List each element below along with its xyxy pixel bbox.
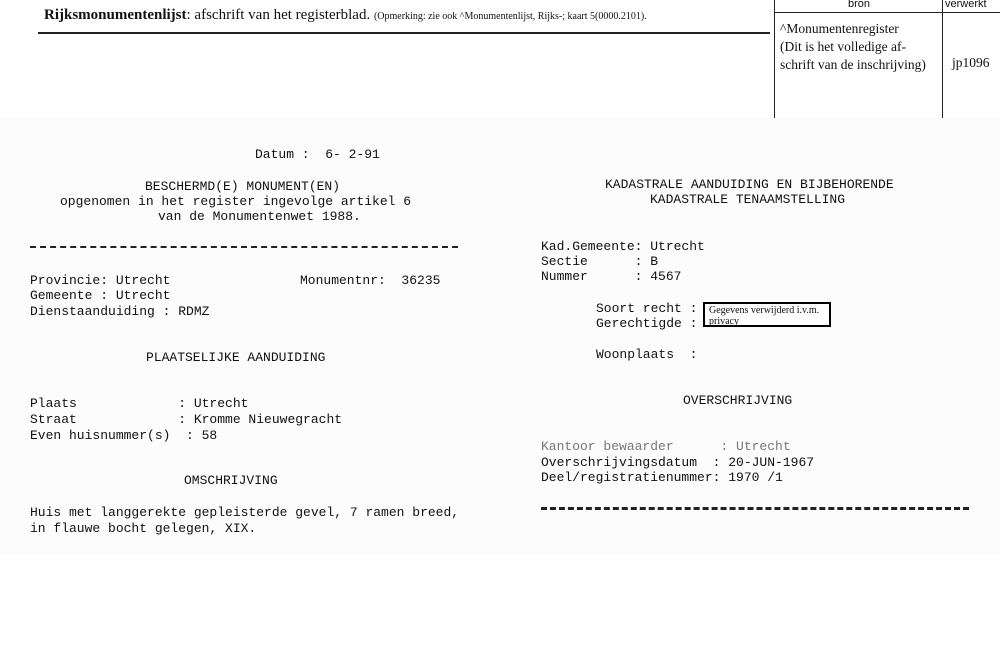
omschrijving-heading: OMSCHRIJVING [184, 473, 278, 488]
header-row-divider [774, 12, 1000, 13]
bron-header: bron [847, 0, 871, 10]
woonplaats: Woonplaats : [596, 347, 698, 362]
straat: Straat : Kromme Nieuwegracht [30, 412, 343, 427]
page-title [44, 7, 647, 24]
title-rest: : afschrift van het registerblad. [186, 7, 371, 23]
monumentnr: Monumentnr: 36235 [300, 273, 441, 288]
title-note: (Opmerking: zie ook ^Monumentenlijst, Rijks-; kaart 5(0000.2101). [373, 11, 647, 22]
gerechtigde: Gerechtigde : [596, 316, 698, 331]
plaatselijke-heading: PLAATSELIJKE AANDUIDING [146, 350, 326, 365]
dashed-separator-bottom [541, 507, 969, 510]
verwerkt-header: verwerkt [945, 0, 987, 10]
nummer: Nummer : 4567 [541, 269, 682, 284]
omschrijving-line-2: in flauwe bocht gelegen, XIX. [30, 521, 257, 536]
sectie: Sectie : B [541, 254, 659, 269]
heading-line-2: opgenomen in het register ingevolge artikel 6 [60, 194, 412, 209]
omschrijving-line-1: Huis met langgerekte gepleisterde gevel, 7 ramen breed, [30, 505, 460, 520]
overschrijving-heading: OVERSCHRIJVING [683, 393, 793, 408]
dashed-separator [30, 246, 458, 248]
soort-recht: Soort recht : [596, 301, 698, 316]
title-underline [38, 32, 770, 34]
overschrijvingsdatum: Overschrijvingsdatum : 20-JUN-1967 [541, 455, 815, 470]
dienstaanduiding: Dienstaanduiding : RDMZ [30, 304, 210, 319]
gemeente: Gemeente : Utrecht [30, 288, 171, 303]
column-divider [942, 0, 943, 118]
kadastrale-heading-1: KADASTRALE AANDUIDING EN BIJBEHORENDE [605, 177, 894, 192]
column-divider [774, 0, 775, 118]
bron-value: ^Monumentenregister (Dit is het volledige af- schrift van de inschrijving) [780, 21, 926, 72]
kantoor-bewaarder: Kantoor bewaarder : Utrecht [541, 439, 791, 454]
heading-line-3: van de Monumentenwet 1988. [158, 209, 361, 224]
kadastrale-heading-2: KADASTRALE TENAAMSTELLING [650, 192, 846, 207]
huisnummer: Even huisnummer(s) : 58 [30, 428, 218, 443]
kad-gemeente: Kad.Gemeente: Utrecht [541, 239, 705, 254]
heading-line-1: BESCHERMD(E) MONUMENT(EN) [145, 179, 341, 194]
plaats: Plaats : Utrecht [30, 396, 249, 411]
deel-registratienummer: Deel/registratienummer: 1970 /1 [541, 470, 783, 485]
title-bold: Rijksmonumentenlijst [44, 7, 187, 23]
verwerkt-value: jp1096 [952, 55, 990, 70]
provincie: Provincie: Utrecht [30, 273, 171, 288]
datum: Datum : 6- 2-91 [255, 147, 380, 162]
privacy-notice: Gegevens verwijderd i.v.m. privacy [703, 302, 831, 327]
